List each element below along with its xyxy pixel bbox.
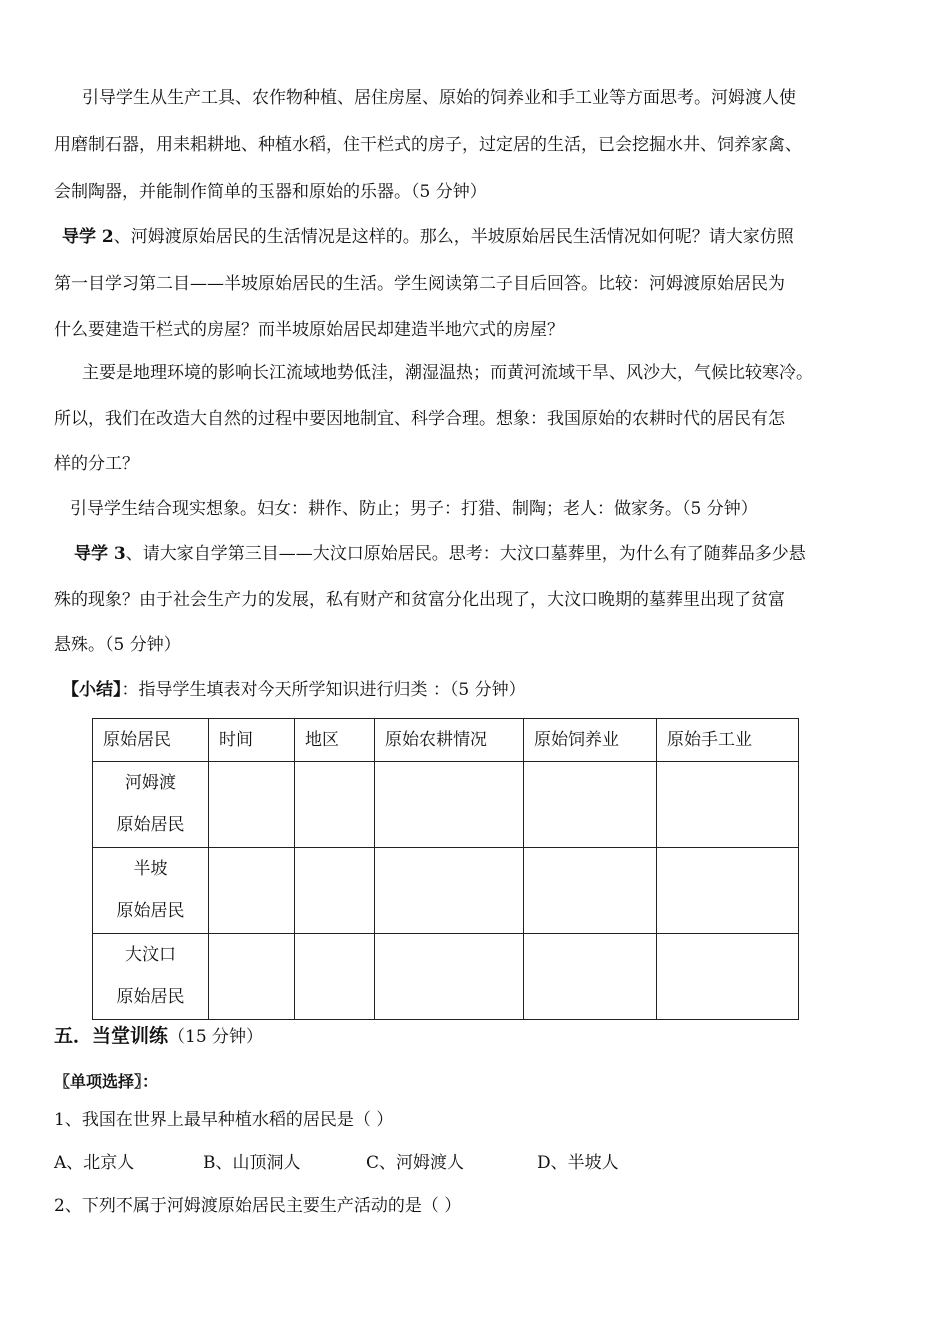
table-row <box>93 934 799 1020</box>
question-1-option-b[interactable]: B、山顶洞人 <box>203 1153 301 1173</box>
table-cell-empty[interactable] <box>657 762 799 848</box>
row-label-line: 半坡 <box>133 859 168 879</box>
summary-line <box>62 678 526 702</box>
table-cell-empty[interactable] <box>657 848 799 934</box>
question-2: 2、下列不属于河姆渡原始居民主要生产活动的是（ ） <box>54 1196 462 1216</box>
table-header-cell: 地区 <box>295 719 375 762</box>
table-cell-empty[interactable] <box>209 762 295 848</box>
guide-3-text: 、请大家自学第三目——大汶口原始居民。思考：大汶口墓葬里，为什么有了随葬品多少悬 <box>125 544 806 564</box>
paragraph-line: 样的分工？ <box>54 454 139 474</box>
paragraph-line: 用磨制石器，用耒耜耕地、种植水稻，住干栏式的房子，过定居的生活，已会挖掘水井、饲养家禽、 <box>54 135 802 155</box>
table-cell-empty[interactable] <box>524 934 657 1020</box>
paragraph-line: 第一目学习第二目——半坡原始居民的生活。学生阅读第二子目后回答。比较：河姆渡原始居民为 <box>54 274 785 294</box>
row-label-line: 原始居民 <box>116 815 185 835</box>
question-1: 1、我国在世界上最早种植水稻的居民是（ ） <box>54 1110 394 1130</box>
paragraph-line: 会制陶器，并能制作简单的玉器和原始的乐器。（5 分钟） <box>54 182 487 202</box>
table-cell-empty[interactable] <box>295 848 375 934</box>
guide-2-line <box>62 225 794 249</box>
section-5-heading <box>54 1024 263 1049</box>
paragraph-line: 引导学生结合现实想象。妇女：耕作、防止；男子：打猎、制陶；老人：做家务。（5 分钟） <box>70 499 758 519</box>
paragraph-line: 什么要建造干栏式的房屋？而半坡原始居民却建造半地穴式的房屋？ <box>54 320 564 340</box>
row-label-banpo <box>93 848 209 934</box>
table-cell-empty[interactable] <box>524 848 657 934</box>
guide-2-text: 、河姆渡原始居民的生活情况是这样的。那么，半坡原始居民生活情况如何呢？请大家仿照 <box>113 227 794 247</box>
table-header-row <box>93 719 799 762</box>
paragraph-line: 引导学生从生产工具、农作物种植、居住房屋、原始的饲养业和手工业等方面思考。河姆渡人使 <box>82 88 796 108</box>
table-header-cell: 原始农耕情况 <box>375 719 524 762</box>
table-row <box>93 848 799 934</box>
table-header-cell: 原始居民 <box>93 719 209 762</box>
paragraph-line: 主要是地理环境的影响长江流域地势低洼，潮湿温热；而黄河流域干旱、风沙大，气候比较寒冷。 <box>82 363 813 383</box>
table-cell-empty[interactable] <box>375 934 524 1020</box>
table-header-cell: 时间 <box>209 719 295 762</box>
row-label-line: 河姆渡 <box>125 773 176 793</box>
table-cell-empty[interactable] <box>209 848 295 934</box>
row-label-dawenkou <box>93 934 209 1020</box>
table-cell-empty[interactable] <box>657 934 799 1020</box>
table-cell-empty[interactable] <box>375 762 524 848</box>
row-label-line: 原始居民 <box>116 987 185 1007</box>
row-label-line: 原始居民 <box>116 901 185 921</box>
question-1-option-d[interactable]: D、半坡人 <box>537 1153 619 1173</box>
table-row <box>93 762 799 848</box>
section-5-time: （15 分钟） <box>168 1027 264 1047</box>
guide-3-label: 导学 3 <box>74 544 126 564</box>
question-1-option-c[interactable]: C、河姆渡人 <box>366 1153 465 1173</box>
single-choice-heading: 〖单项选择〗： <box>54 1072 159 1091</box>
summary-text: ：指导学生填表对今天所学知识进行归类 ：（5 分钟） <box>121 680 526 700</box>
row-label-hemudu <box>93 762 209 848</box>
summary-table <box>92 718 799 1020</box>
table-cell-empty[interactable] <box>524 762 657 848</box>
question-1-option-a[interactable]: A、北京人 <box>54 1153 135 1173</box>
table-cell-empty[interactable] <box>209 934 295 1020</box>
paragraph-line: 殊的现象？由于社会生产力的发展，私有财产和贫富分化出现了，大汶口晚期的墓葬里出现了贫富 <box>54 590 785 610</box>
table-header-cell: 原始手工业 <box>657 719 799 762</box>
section-5-title: 五．当堂训练 <box>54 1025 169 1047</box>
row-label-line: 大汶口 <box>125 945 176 965</box>
summary-label: 【小结】 <box>62 680 122 700</box>
table-header-cell: 原始饲养业 <box>524 719 657 762</box>
guide-2-label: 导学 2 <box>62 227 114 247</box>
table-cell-empty[interactable] <box>295 934 375 1020</box>
guide-3-line <box>74 542 806 566</box>
table-cell-empty[interactable] <box>295 762 375 848</box>
table-cell-empty[interactable] <box>375 848 524 934</box>
paragraph-line: 所以，我们在改造大自然的过程中要因地制宜、科学合理。想象：我国原始的农耕时代的居民有怎 <box>54 409 785 429</box>
paragraph-line: 悬殊。（5 分钟） <box>54 635 181 655</box>
